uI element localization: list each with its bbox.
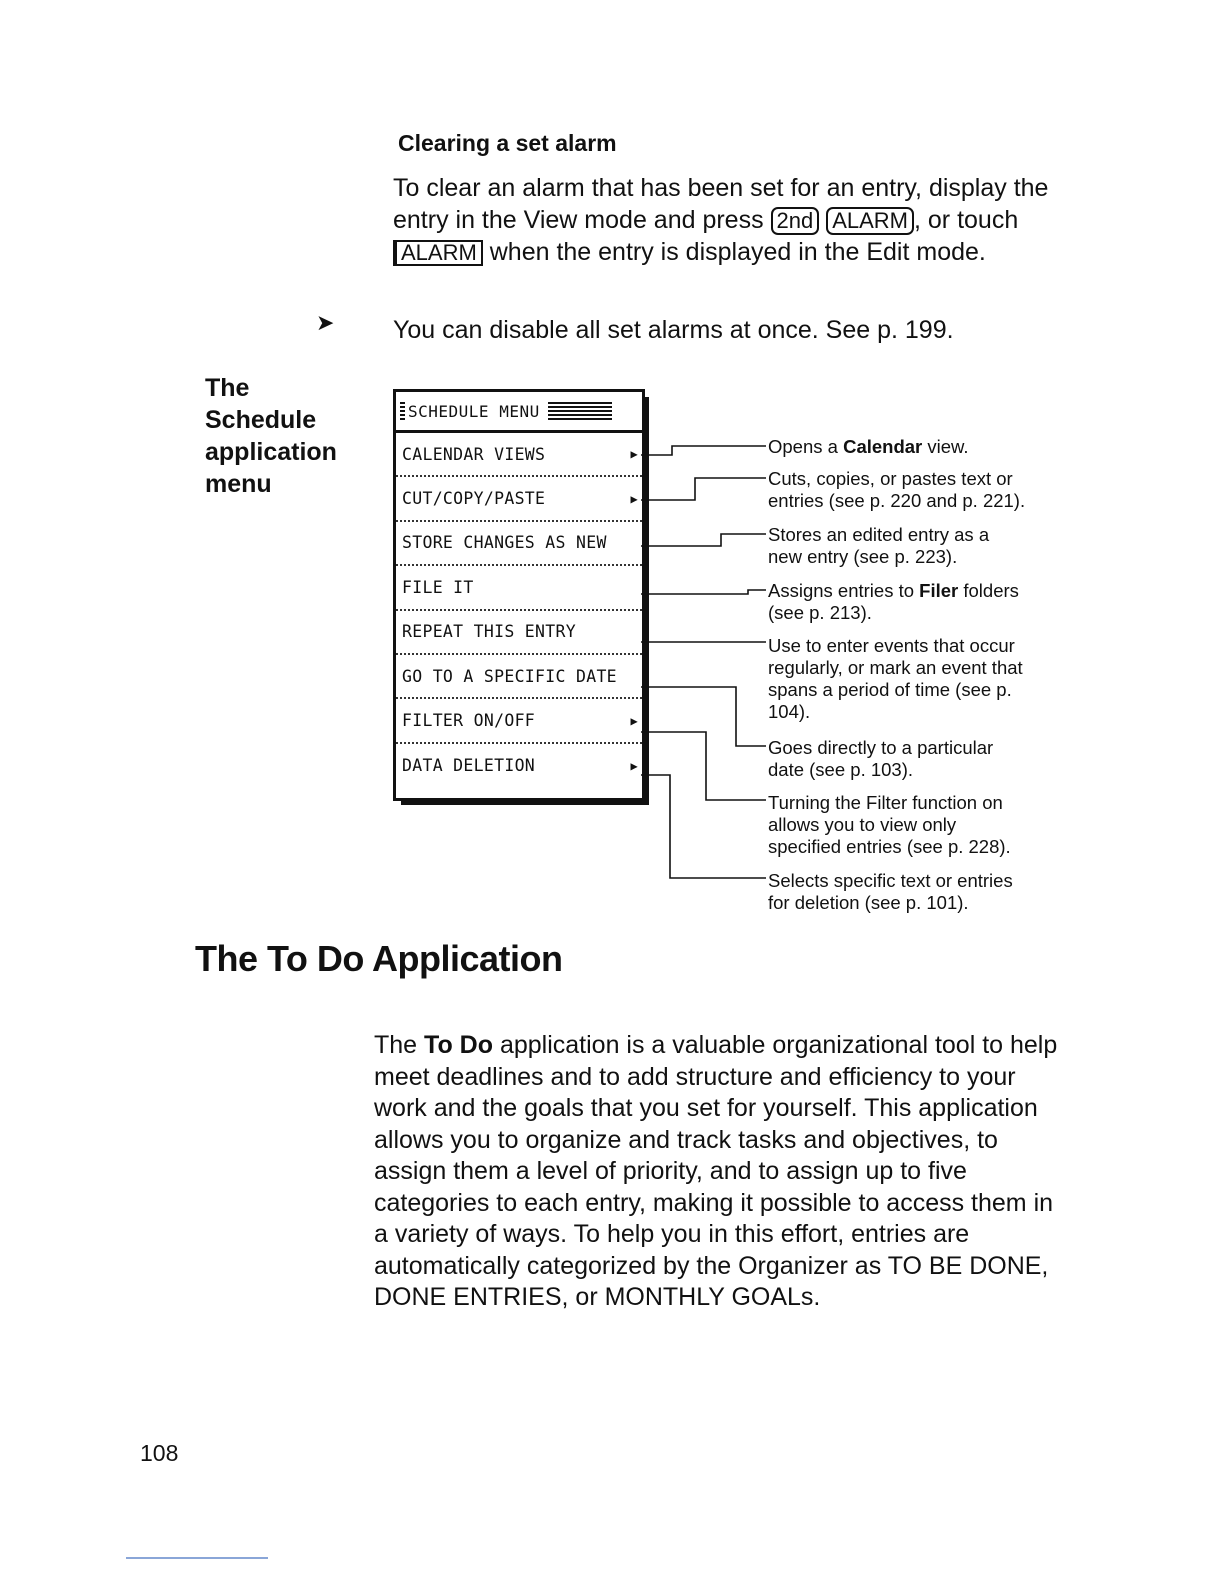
annotation-line — [768, 580, 1019, 602]
annotation-line: Stores an edited entry as a — [768, 524, 990, 545]
annotation-data-deletion — [768, 870, 1013, 914]
todo-paragraph — [374, 1030, 1064, 1314]
annotation-text: Opens a — [768, 436, 844, 457]
annotation-calendar-views — [768, 436, 969, 458]
annotation-file-it — [768, 580, 1019, 624]
annotation-line: Selects specific text or entries — [768, 870, 1013, 891]
leader-line — [641, 590, 766, 594]
todo-text-2: application is a valuable organizational tool to help meet deadlines and to add structure and efficiency to your work and the goals that you set for yourself. This application allows you to organize and track tasks and objectives, to assign them a level of priority, and to assign up to five categories to each entry, making it possible to access them in a variety of ways. To help you in this effort, entries are automatically categorized by the Organizer as TO BE DONE, DONE ENTRIES, or MONTHLY GOALs. — [374, 1031, 1058, 1311]
clear-text-2: , or touch — [914, 206, 1019, 234]
leader-line — [641, 687, 766, 746]
tip-text: You can disable all set alarms at once. See p. 199. — [393, 316, 954, 344]
todo-heading: The To Do Application — [195, 938, 563, 979]
menu-item-label: CUT/COPY/PASTE — [402, 489, 546, 509]
softkey-alarm: ALARM — [393, 240, 483, 266]
heading-line: application — [205, 438, 337, 466]
menu-item-label: FILE IT — [402, 577, 474, 597]
section-subheading: Clearing a set alarm — [398, 130, 617, 156]
clear-text-3: when the entry is displayed in the Edit mode. — [482, 238, 986, 266]
annotation-line: spans a period of time (see p. — [768, 679, 1012, 700]
key-2nd: 2nd — [771, 207, 820, 235]
menu-item-label: STORE CHANGES AS NEW — [402, 533, 607, 553]
clear-text-1: To clear an alarm that has been set for an entry, display the entry in the View mode and press — [393, 174, 1049, 234]
menu-item-label: FILTER ON/OFF — [402, 711, 536, 731]
annotation-text: view. — [922, 436, 969, 457]
heading-line: Schedule — [205, 406, 317, 434]
heading-line: menu — [205, 470, 272, 498]
menu-item-label: GO TO A SPECIFIC DATE — [402, 666, 617, 686]
menu-item-label: DATA DELETION — [402, 756, 536, 776]
key-alarm: ALARM — [826, 207, 914, 235]
annotation-line: (see p. 213). — [768, 602, 872, 623]
menu-title: SCHEDULE MENU — [408, 401, 540, 421]
annotation-store-changes — [768, 524, 989, 568]
leader-line — [641, 478, 766, 500]
todo-text-1: The — [374, 1031, 425, 1059]
footer-rule — [126, 1557, 268, 1559]
menu-item-label: REPEAT THIS ENTRY — [402, 622, 576, 642]
leader-line — [641, 775, 766, 878]
annotation-repeat-entry — [768, 635, 1023, 723]
annotation-filter — [768, 792, 1011, 858]
annotation-line: for deletion (see p. 101). — [768, 892, 969, 913]
annotation-line: Goes directly to a particular — [768, 737, 994, 758]
annotation-line: allows you to view only — [768, 814, 957, 835]
annotation-line: Turning the Filter function on — [768, 792, 1003, 813]
submenu-arrow-icon: ▶ — [630, 713, 638, 728]
annotation-text: folders — [958, 580, 1019, 601]
annotation-line: new entry (see p. 223). — [768, 546, 958, 567]
annotation-line: 104). — [768, 701, 811, 722]
annotation-line: date (see p. 103). — [768, 759, 914, 780]
annotation-line: Use to enter events that occur — [768, 635, 1015, 656]
annotation-line: specified entries (see p. 228). — [768, 836, 1011, 857]
leader-line — [641, 732, 766, 800]
leader-line — [641, 446, 766, 455]
todo-text-bold: To Do — [424, 1031, 493, 1059]
annotation-text: Assigns entries to — [768, 580, 920, 601]
annotation-go-to-date — [768, 737, 993, 781]
annotation-line: entries (see p. 220 and p. 221). — [768, 490, 1026, 511]
heading-line: The — [205, 374, 250, 402]
submenu-arrow-icon: ▶ — [630, 491, 638, 506]
annotation-cut-copy-paste — [768, 468, 1025, 512]
annotation-bold: Filer — [919, 580, 959, 601]
leader-line — [641, 534, 766, 546]
submenu-arrow-icon: ▶ — [630, 758, 638, 773]
annotation-bold: Calendar — [843, 436, 923, 457]
page-number: 108 — [140, 1440, 179, 1466]
menu-item-label: CALENDAR VIEWS — [402, 444, 546, 464]
annotation-line: regularly, or mark an event that — [768, 657, 1023, 678]
tip-arrow-icon: ➤ — [316, 310, 335, 335]
annotation-line: Cuts, copies, or pastes text or — [768, 468, 1013, 489]
submenu-arrow-icon: ▶ — [630, 447, 638, 462]
